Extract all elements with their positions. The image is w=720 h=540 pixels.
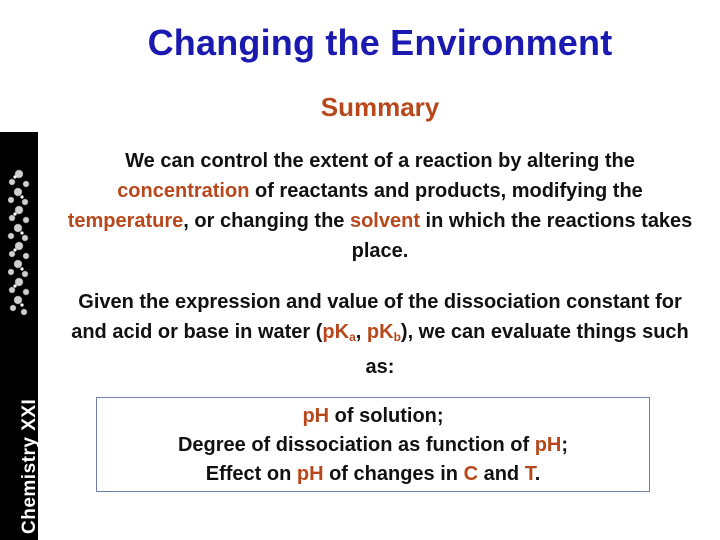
box-line-3-c: C	[463, 463, 479, 485]
slide-subtitle: Summary	[320, 92, 440, 122]
box-line-2-text: Degree of dissociation as function of	[177, 434, 535, 456]
p1-keyword-solvent: solvent	[349, 210, 420, 232]
pkb-term	[367, 321, 401, 343]
box-line-1	[97, 402, 649, 431]
pka-subscript: a	[349, 330, 356, 344]
box-line-3-and: and	[478, 463, 525, 485]
p1-text-2: of reactants and products, modifying the	[249, 180, 643, 202]
p1-text-4: in which the reactions takes place.	[351, 210, 693, 262]
p1-text-3: , or changing the	[183, 210, 350, 232]
box-line-1-ph: pH	[302, 405, 330, 427]
box-line-2	[97, 431, 649, 460]
p1-keyword-concentration: concentration	[117, 180, 250, 202]
sidebar	[0, 132, 38, 540]
pka-base: pK	[322, 321, 350, 343]
box-line-3-b: of changes in	[323, 463, 464, 485]
box-line-3-end: .	[534, 463, 541, 485]
p2-separator: ,	[355, 321, 367, 343]
box-line-2-end: ;	[561, 434, 569, 456]
pkb-base: pK	[366, 321, 394, 343]
examples-box	[96, 397, 650, 492]
pka-term	[322, 321, 355, 343]
sidebar-label-text: Chemistry XXI	[19, 398, 40, 534]
slide-title: Changing the Environment	[147, 22, 613, 63]
pkb-subscript: b	[393, 330, 401, 344]
molecule-chain-icon	[4, 168, 34, 318]
p2-text-2: ), we can evaluate things such as:	[365, 321, 689, 378]
box-line-3-ph: pH	[296, 463, 324, 485]
p2-text-1: Given the expression and value of the dissociation constant for and acid or base in water (	[71, 291, 682, 343]
summary-paragraph-2	[60, 287, 700, 382]
box-line-1-text: of solution;	[329, 405, 444, 427]
summary-paragraph-1	[60, 146, 700, 266]
box-line-3	[97, 460, 649, 489]
box-line-3-t: T	[524, 463, 535, 485]
box-line-2-ph: pH	[534, 434, 562, 456]
box-line-3-a: Effect on	[205, 463, 297, 485]
p1-text-1: We can control the extent of a reaction by altering the	[125, 150, 635, 172]
p1-keyword-temperature: temperature	[67, 210, 184, 232]
